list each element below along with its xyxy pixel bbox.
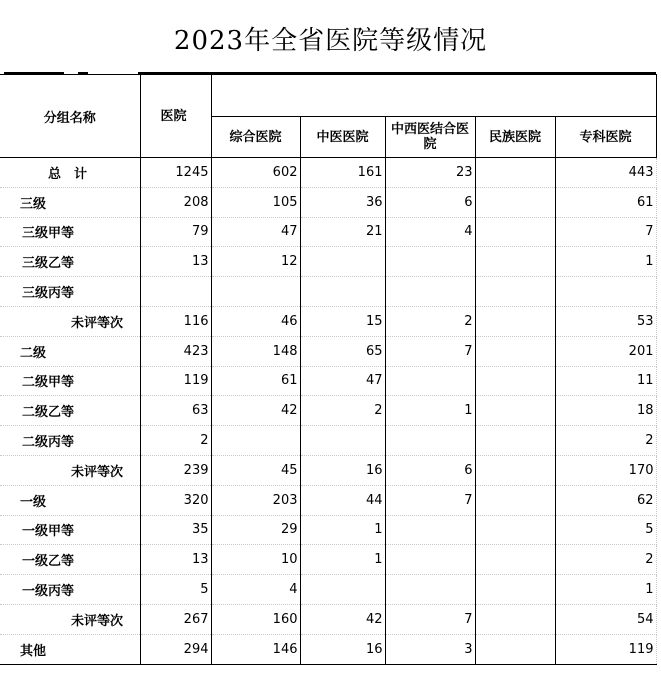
table-cell: 1 <box>300 545 385 575</box>
table-row <box>0 306 656 336</box>
table-cell: 11 <box>555 366 656 396</box>
row-label: 三级丙等 <box>0 277 140 307</box>
row-label: 总 计 <box>0 158 140 188</box>
table-cell <box>475 545 555 575</box>
table-cell: 63 <box>140 396 211 426</box>
column-header-tcm: 中医医院 <box>300 117 385 158</box>
row-label: 一级甲等 <box>0 515 140 545</box>
table-cell <box>300 277 385 307</box>
table-cell: 208 <box>140 187 211 217</box>
row-label: 二级乙等 <box>0 396 140 426</box>
column-header-specialty: 专科医院 <box>555 117 656 158</box>
table-row <box>0 455 656 485</box>
table-row <box>0 247 656 277</box>
table-cell: 148 <box>211 336 300 366</box>
table-cell: 5 <box>140 575 211 605</box>
column-header-general: 综合医院 <box>211 117 300 158</box>
table-cell: 2 <box>385 306 475 336</box>
row-label: 三级甲等 <box>0 217 140 247</box>
table-cell <box>475 575 555 605</box>
table-cell: 10 <box>211 545 300 575</box>
table-cell: 2 <box>300 396 385 426</box>
row-label: 一级 <box>0 485 140 515</box>
column-header-ethnic: 民族医院 <box>475 117 555 158</box>
table-cell <box>475 277 555 307</box>
table-cell: 16 <box>300 634 385 664</box>
table-cell <box>475 306 555 336</box>
table-cell <box>475 247 555 277</box>
table-cell: 7 <box>385 485 475 515</box>
table-cell: 1 <box>385 396 475 426</box>
table-cell: 7 <box>385 604 475 634</box>
header-row <box>0 75 656 117</box>
table-cell <box>300 426 385 456</box>
table-cell: 3 <box>385 634 475 664</box>
table-cell: 44 <box>300 485 385 515</box>
table-cell: 47 <box>300 366 385 396</box>
table-cell: 13 <box>140 247 211 277</box>
table-cell <box>475 515 555 545</box>
table-cell: 320 <box>140 485 211 515</box>
table-cell: 160 <box>211 604 300 634</box>
row-label: 一级乙等 <box>0 545 140 575</box>
table-cell: 35 <box>140 515 211 545</box>
table-cell: 105 <box>211 187 300 217</box>
table-cell: 79 <box>140 217 211 247</box>
table-cell: 1245 <box>140 158 211 188</box>
row-label: 二级甲等 <box>0 366 140 396</box>
table-cell <box>385 277 475 307</box>
table-cell: 62 <box>555 485 656 515</box>
table-cell <box>385 426 475 456</box>
table-cell <box>300 247 385 277</box>
table-cell: 36 <box>300 187 385 217</box>
table-cell <box>475 396 555 426</box>
table-cell: 602 <box>211 158 300 188</box>
table-cell <box>475 187 555 217</box>
table-cell <box>475 634 555 664</box>
page-title: 2023年全省医院等级情况 <box>173 26 488 56</box>
table-row <box>0 426 656 456</box>
table-cell: 42 <box>211 396 300 426</box>
row-label: 二级丙等 <box>0 426 140 456</box>
column-header-integrated <box>385 117 475 158</box>
table-row <box>0 515 656 545</box>
table-cell: 4 <box>385 217 475 247</box>
table-cell: 423 <box>140 336 211 366</box>
table-cell <box>475 455 555 485</box>
table-cell: 7 <box>385 336 475 366</box>
table-cell: 119 <box>140 366 211 396</box>
table-row <box>0 217 656 247</box>
table-cell: 6 <box>385 455 475 485</box>
table-cell <box>475 426 555 456</box>
table-cell <box>385 575 475 605</box>
table-cell: 61 <box>555 187 656 217</box>
table-row <box>0 545 656 575</box>
table-cell: 5 <box>555 515 656 545</box>
table-row <box>0 187 656 217</box>
table-cell: 1 <box>555 575 656 605</box>
table-cell <box>211 277 300 307</box>
table-cell: 2 <box>555 545 656 575</box>
table-cell: 16 <box>300 455 385 485</box>
table-cell: 45 <box>211 455 300 485</box>
table-cell <box>211 426 300 456</box>
table-row <box>0 366 656 396</box>
table-cell: 65 <box>300 336 385 366</box>
table-cell: 18 <box>555 396 656 426</box>
table-cell: 203 <box>211 485 300 515</box>
column-header-integrated-label: 中西医结合医院 <box>390 122 469 152</box>
table-cell: 2 <box>555 426 656 456</box>
table-cell <box>555 277 656 307</box>
row-label: 其他 <box>0 634 140 664</box>
row-label: 一级丙等 <box>0 575 140 605</box>
column-header-group: 分组名称 <box>0 75 140 158</box>
table-cell: 146 <box>211 634 300 664</box>
table-cell: 1 <box>300 515 385 545</box>
table-cell: 294 <box>140 634 211 664</box>
table-cell <box>300 575 385 605</box>
table-row <box>0 634 656 664</box>
table-cell <box>475 366 555 396</box>
table-cell: 239 <box>140 455 211 485</box>
table-cell: 21 <box>300 217 385 247</box>
row-label: 未评等次 <box>0 306 140 336</box>
table-cell: 267 <box>140 604 211 634</box>
table-cell: 13 <box>140 545 211 575</box>
table-row <box>0 485 656 515</box>
row-label: 未评等次 <box>0 604 140 634</box>
table-cell <box>140 277 211 307</box>
table-row <box>0 277 656 307</box>
row-label: 未评等次 <box>0 455 140 485</box>
table-row <box>0 604 656 634</box>
table-cell <box>385 545 475 575</box>
header-spacer <box>211 75 555 117</box>
table-cell: 61 <box>211 366 300 396</box>
table-cell: 29 <box>211 515 300 545</box>
table-row <box>0 336 656 366</box>
table-cell <box>385 515 475 545</box>
table-cell: 161 <box>300 158 385 188</box>
table-cell: 443 <box>555 158 656 188</box>
table-cell: 47 <box>211 217 300 247</box>
table-cell: 23 <box>385 158 475 188</box>
table-row <box>0 396 656 426</box>
table-cell: 54 <box>555 604 656 634</box>
header-spacer <box>555 75 656 117</box>
column-header-total: 医院 <box>140 75 211 158</box>
table-cell: 15 <box>300 306 385 336</box>
table-cell <box>475 158 555 188</box>
table-cell <box>385 247 475 277</box>
table-cell: 119 <box>555 634 656 664</box>
table-row <box>0 575 656 605</box>
row-label: 二级 <box>0 336 140 366</box>
table-row <box>0 158 656 188</box>
table-cell <box>475 485 555 515</box>
table-cell: 42 <box>300 604 385 634</box>
table-cell <box>385 366 475 396</box>
table-cell <box>475 336 555 366</box>
row-label: 三级 <box>0 187 140 217</box>
table-cell: 201 <box>555 336 656 366</box>
table-cell: 2 <box>140 426 211 456</box>
table-cell: 1 <box>555 247 656 277</box>
table-cell: 6 <box>385 187 475 217</box>
table-cell: 7 <box>555 217 656 247</box>
hospital-level-table <box>0 74 657 665</box>
table-cell <box>475 217 555 247</box>
table-cell: 4 <box>211 575 300 605</box>
table-cell: 46 <box>211 306 300 336</box>
table-cell: 12 <box>211 247 300 277</box>
table-cell <box>475 604 555 634</box>
table-cell: 53 <box>555 306 656 336</box>
table-cell: 170 <box>555 455 656 485</box>
table-cell: 116 <box>140 306 211 336</box>
row-label: 三级乙等 <box>0 247 140 277</box>
